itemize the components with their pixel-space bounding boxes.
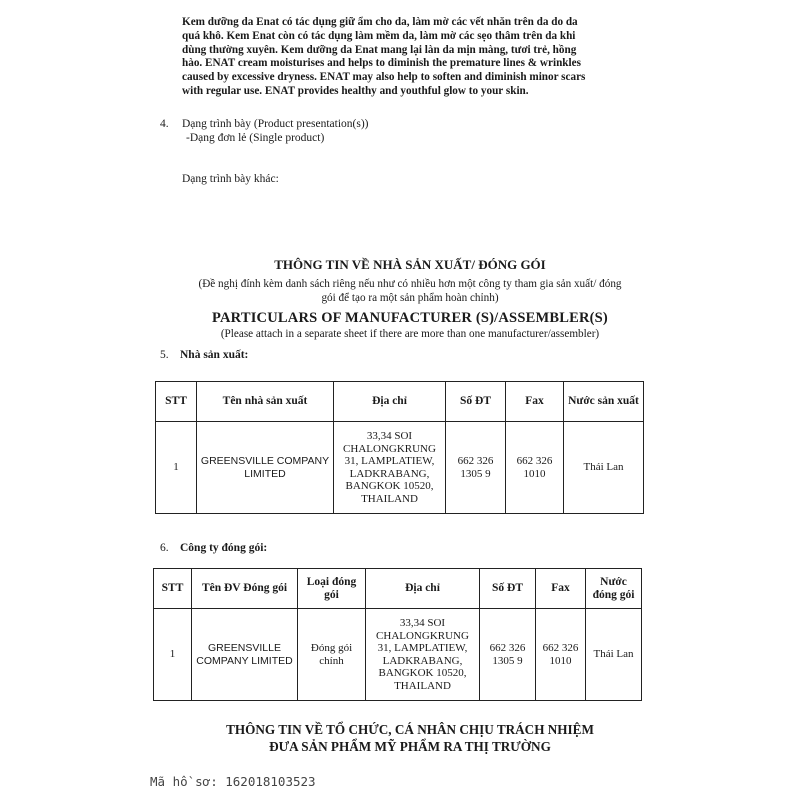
cell-phone: 662 326 1305 9 xyxy=(480,609,536,701)
col-packing-type: Loại đóng gói xyxy=(298,569,366,609)
col-phone: Số ĐT xyxy=(446,382,506,422)
manufacturer-table xyxy=(155,381,644,514)
manufacturer-title-vi: THÔNG TIN VỀ NHÀ SẢN XUẤT/ ĐÓNG GÓI xyxy=(274,257,546,272)
cell-fax: 662 326 1010 xyxy=(536,609,586,701)
responsible-title-line-2: ĐƯA SẢN PHẨM MỸ PHẨM RA THỊ TRƯỜNG xyxy=(269,739,551,754)
section-4-label: Dạng trình bày (Product presentation(s)) xyxy=(182,118,369,130)
dossier-code: Mã hồ sơ: 162018103523 xyxy=(150,774,316,789)
col-packer-name: Tên ĐV Đóng gói xyxy=(192,569,298,609)
col-fax: Fax xyxy=(506,382,564,422)
col-manufacturer-name: Tên nhà sản xuất xyxy=(197,382,334,422)
description-line: with regular use. ENAT provides healthy and youthful glow to your skin. xyxy=(182,84,529,97)
cell-country: Thái Lan xyxy=(586,609,642,701)
cell-address: 33,34 SOI CHALONGKRUNG 31, LAMPLATIEW, LADKRABANG, BANGKOK 10520, THAILAND xyxy=(366,609,480,701)
responsible-title-line-1: THÔNG TIN VỀ TỔ CHỨC, CÁ NHÂN CHỊU TRÁCH NHIỆM xyxy=(226,722,594,737)
description-line: quá khô. Kem Enat còn có tác dụng làm mềm da, làm mờ các sẹo thâm trên da khi xyxy=(182,29,576,42)
section-6-number: 6. xyxy=(160,542,169,554)
packer-table xyxy=(153,568,642,701)
description-line: hào. ENAT cream moisturises and helps to diminish the premature lines & wrinkles xyxy=(182,57,581,70)
col-stt: STT xyxy=(156,382,197,422)
product-description xyxy=(182,16,640,99)
cell-manufacturer-name: GREENSVILLE COMPANY LIMITED xyxy=(197,422,334,514)
col-address: Địa chỉ xyxy=(366,569,480,609)
manufacturer-note-en: (Please attach in a separate sheet if there are more than one manufacturer/assembler) xyxy=(220,328,600,340)
section-6-label: Công ty đóng gói: xyxy=(180,542,268,554)
col-country: Nước đóng gói xyxy=(586,569,642,609)
manufacturer-note-vi-2: gói để tạo ra một sản phẩm hoàn chỉnh) xyxy=(321,292,499,304)
other-presentation-label: Dạng trình bày khác: xyxy=(182,173,279,185)
cell-packer-name: GREENSVILLE COMPANY LIMITED xyxy=(192,609,298,701)
table-row xyxy=(154,609,642,701)
table-header-row xyxy=(154,569,642,609)
description-line: caused by excessive dryness. ENAT may also help to soften and diminish minor scars xyxy=(182,71,586,84)
cell-stt: 1 xyxy=(154,609,192,701)
manufacturer-note-vi-1: (Đề nghị đính kèm danh sách riêng nếu như có nhiều hơn một công ty tham gia sản xuất/ đóng xyxy=(198,278,622,290)
section-5-label: Nhà sản xuất: xyxy=(180,349,249,361)
col-country: Nước sản xuất xyxy=(564,382,644,422)
section-4-number: 4. xyxy=(160,118,169,130)
cell-stt: 1 xyxy=(156,422,197,514)
section-5-number: 5. xyxy=(160,349,169,361)
col-phone: Số ĐT xyxy=(480,569,536,609)
manufacturer-title-en: PARTICULARS OF MANUFACTURER (S)/ASSEMBLER(S) xyxy=(212,310,608,326)
cell-country: Thái Lan xyxy=(564,422,644,514)
cell-phone: 662 326 1305 9 xyxy=(446,422,506,514)
col-stt: STT xyxy=(154,569,192,609)
description-line: Kem dưỡng da Enat có tác dụng giữ ẩm cho da, làm mờ các vết nhăn trên da do da xyxy=(182,16,578,28)
cell-address: 33,34 SOI CHALONGKRUNG 31, LAMPLATIEW, LADKRABANG, BANGKOK 10520, THAILAND xyxy=(334,422,446,514)
col-fax: Fax xyxy=(536,569,586,609)
col-address: Địa chỉ xyxy=(334,382,446,422)
table-row xyxy=(156,422,644,514)
description-line: dùng thường xuyên. Kem dưỡng da Enat mang lại làn da mịn màng, tươi trẻ, hồng xyxy=(182,43,577,56)
table-header-row xyxy=(156,382,644,422)
single-product-label: -Dạng đơn lẻ (Single product) xyxy=(186,132,325,144)
cell-packing-type: Đóng gói chính xyxy=(298,609,366,701)
cell-fax: 662 326 1010 xyxy=(506,422,564,514)
